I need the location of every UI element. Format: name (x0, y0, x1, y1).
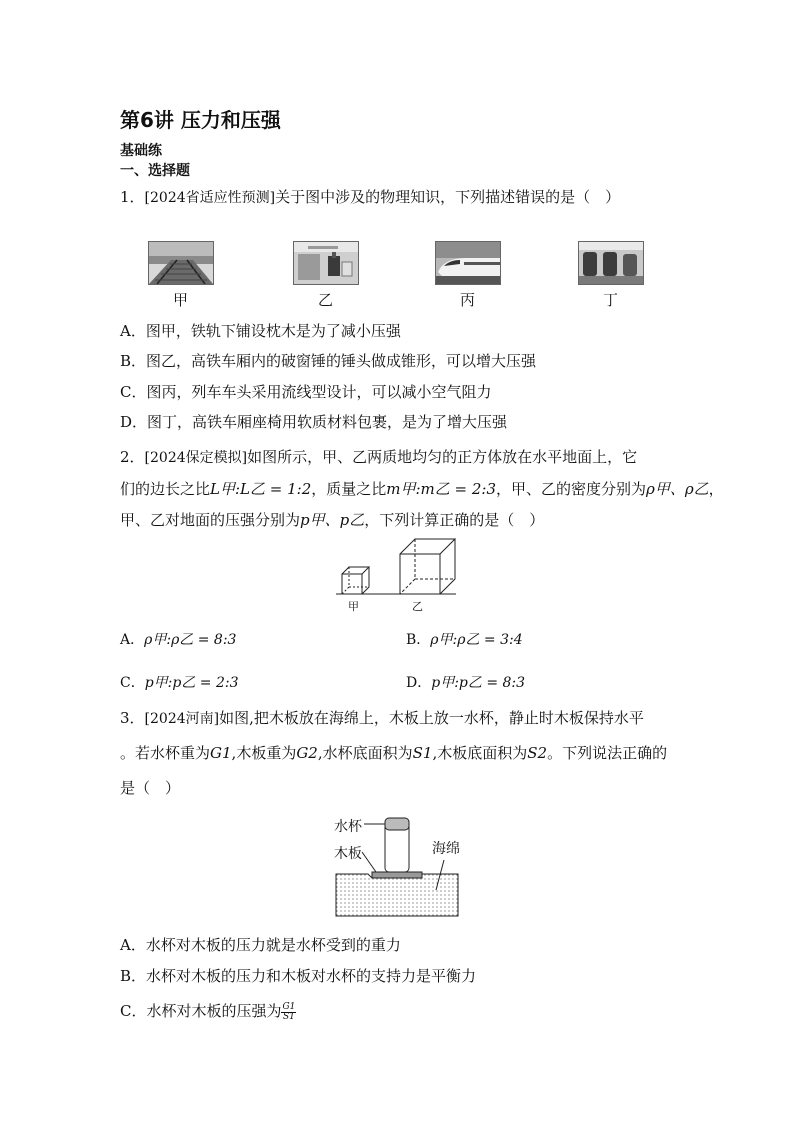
figure-caption-jia: 甲 (173, 291, 189, 309)
cube-label-jia: 甲 (348, 600, 359, 613)
label-cup: 水杯 (334, 819, 362, 835)
subsection-heading: 一、选择题 (120, 163, 190, 179)
q2-option-b: B．ρ甲:ρ乙 = 3:4 (406, 632, 523, 648)
section-heading: 基础练 (120, 143, 162, 159)
q3-option-c: C．水杯对木板的压强为 $\frac{G1}{S1}$ (120, 1001, 296, 1022)
question-source: [2024省适应性预测] (144, 190, 276, 206)
q1-option-b: B．图乙，高铁车厢内的破窗锤的锤头做成锥形，可以增大压强 (120, 352, 537, 370)
symbol-g2: G2 (296, 744, 318, 762)
q1-option-a: A．图甲，铁轨下铺设枕木是为了减小压强 (120, 322, 401, 340)
symbol-g1: G1 (210, 744, 232, 762)
q1-option-d: D．图丁，高铁车厢座椅用软质材料包裹，是为了增大压强 (120, 413, 508, 431)
question-text: 关于图中涉及的物理知识，下列描述错误的是（ ） (275, 188, 621, 206)
symbol-s1: S1 (412, 744, 433, 762)
question-text: 如图所示，甲、乙两质地均匀的正方体放在水平地面上，它 (247, 448, 638, 466)
emergency-hammer-image (293, 241, 359, 285)
question-3-line2: 。若水杯重为G1,木板重为G2,水杯底面积为S1,木板底面积为S2。下列说法正确的 (120, 744, 668, 762)
railway-track-image (148, 241, 214, 285)
q3-option-a: A．水杯对木板的压力就是水杯受到的重力 (120, 936, 401, 954)
large-cube-yi (400, 539, 455, 594)
figure-caption-ding: 丁 (603, 291, 619, 309)
q3-option-b: B．水杯对木板的压力和木板对水杯的支持力是平衡力 (120, 967, 477, 985)
q1-option-c: C．图丙，列车车头采用流线型设计，可以减小空气阻力 (120, 383, 492, 401)
high-speed-train-image (435, 241, 501, 285)
question-text: 如图,把木板放在海绵上，木板上放一水杯，静止时木板保持水平 (219, 709, 644, 727)
question-number: 1． (120, 188, 145, 206)
question-2-stem (120, 446, 637, 467)
small-cube-jia (342, 567, 369, 594)
question-3-stem (120, 707, 644, 728)
question-2-line2: 们的边长之比L甲:L乙 = 1:2，质量之比m甲:m乙 = 2:3，甲、乙的密度分别为ρ甲、ρ乙， (120, 480, 724, 498)
question-source: [2024保定模拟] (144, 450, 248, 466)
pressure-fraction: $\frac{G1}{S1}$ (282, 1001, 296, 1022)
length-ratio: L甲:L乙 = 1:2 (210, 480, 312, 498)
pressure-symbols: p甲、p乙 (300, 511, 365, 529)
figure-caption-bing: 丙 (460, 291, 476, 309)
label-board: 木板 (334, 846, 362, 862)
question-number: 3． (120, 709, 145, 727)
density-symbols: ρ甲、ρ乙 (646, 480, 709, 498)
q2-option-d: D．p甲:p乙 = 8:3 (406, 675, 526, 691)
q2-option-a: A．ρ甲:ρ乙 = 8:3 (120, 632, 237, 648)
question-3-line3: 是（ ） (120, 779, 181, 797)
figure-caption-yi: 乙 (318, 291, 334, 309)
mass-ratio: m甲:m乙 = 2:3 (386, 480, 497, 498)
label-sponge: 海绵 (432, 841, 460, 857)
question-number: 2． (120, 448, 145, 466)
q2-option-c: C．p甲:p乙 = 2:3 (120, 675, 239, 691)
question-1-stem (120, 186, 620, 207)
symbol-s2: S2 (527, 744, 548, 762)
page-title: 第6讲 压力和压强 (120, 108, 281, 132)
question-source: [2024河南] (144, 711, 220, 727)
cube-label-yi: 乙 (412, 600, 423, 613)
train-seats-image (578, 241, 644, 285)
question-2-line3: 甲、乙对地面的压强分别为p甲、p乙，下列计算正确的是（ ） (120, 511, 545, 529)
